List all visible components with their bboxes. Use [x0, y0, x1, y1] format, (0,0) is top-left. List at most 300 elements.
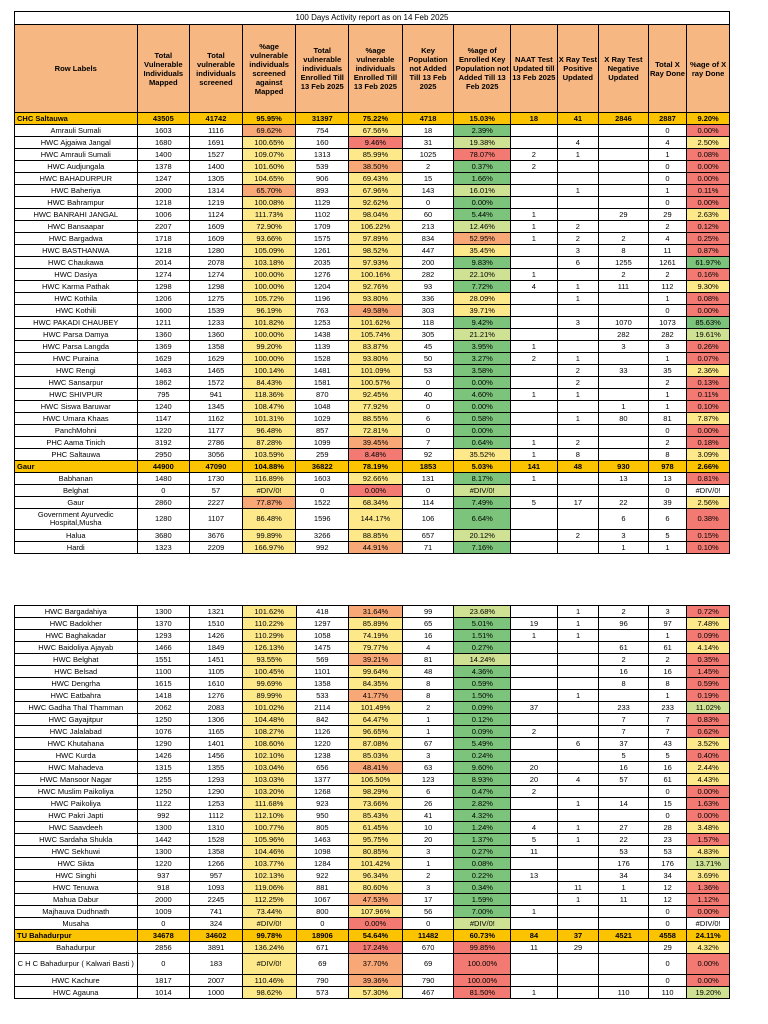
value-cell: 1: [511, 209, 558, 221]
value-cell: [599, 173, 649, 185]
value-cell: 100.77%: [242, 822, 296, 834]
table-row: [15, 185, 730, 197]
value-cell: 1000: [190, 987, 243, 999]
value-cell: 19: [511, 618, 558, 630]
table-row: [15, 798, 730, 810]
value-cell: 103.77%: [242, 858, 296, 870]
table-row: [15, 894, 730, 906]
row-label-cell: HWC Bargadahiya: [15, 606, 138, 618]
value-cell: 1240: [137, 401, 190, 413]
value-cell: 69.62%: [242, 125, 296, 137]
value-cell: 45: [402, 341, 454, 353]
value-cell: 74.19%: [349, 630, 403, 642]
value-cell: 78.19%: [349, 461, 403, 473]
value-cell: 303: [402, 305, 454, 317]
row-label-cell: HWC Belsad: [15, 666, 138, 678]
value-cell: 103.03%: [242, 774, 296, 786]
value-cell: 1268: [296, 786, 349, 798]
value-cell: 67: [402, 738, 454, 750]
value-cell: 3.52%: [687, 738, 730, 750]
value-cell: #DIV/0!: [454, 485, 511, 497]
value-cell: 2: [648, 437, 686, 449]
value-cell: 17: [402, 894, 454, 906]
value-cell: #DIV/0!: [242, 485, 296, 497]
value-cell: 3: [557, 245, 599, 257]
value-cell: 259: [296, 449, 349, 461]
value-cell: 1101: [296, 666, 349, 678]
value-cell: 18906: [296, 930, 349, 942]
value-cell: 39.45%: [349, 437, 403, 449]
value-cell: 741: [190, 906, 243, 918]
value-cell: 2856: [137, 942, 190, 954]
value-cell: 8: [648, 449, 686, 461]
value-cell: 41: [402, 810, 454, 822]
value-cell: 2.63%: [687, 209, 730, 221]
value-cell: 2.82%: [454, 798, 511, 810]
value-cell: 106.22%: [349, 221, 403, 233]
value-cell: [599, 975, 649, 987]
value-cell: 1.45%: [687, 666, 730, 678]
value-cell: 1629: [137, 353, 190, 365]
value-cell: 324: [190, 918, 243, 930]
value-cell: 1297: [296, 618, 349, 630]
value-cell: [511, 317, 558, 329]
table-row: [15, 774, 730, 786]
row-label-cell: HWC Parsa Langda: [15, 341, 138, 353]
value-cell: 13: [511, 870, 558, 882]
value-cell: 4: [511, 281, 558, 293]
table-row: [15, 834, 730, 846]
value-cell: 3: [402, 750, 454, 762]
value-cell: 1629: [190, 353, 243, 365]
table-row: [15, 221, 730, 233]
value-cell: 47.53%: [349, 894, 403, 906]
value-cell: 110: [648, 987, 686, 999]
value-cell: 1475: [296, 642, 349, 654]
value-cell: 0.11%: [687, 389, 730, 401]
value-cell: 4718: [402, 113, 454, 125]
value-cell: 99: [402, 606, 454, 618]
value-cell: 0: [648, 954, 686, 975]
value-cell: 11: [557, 882, 599, 894]
value-cell: 0.00%: [349, 918, 403, 930]
value-cell: [511, 642, 558, 654]
value-cell: 1220: [137, 425, 190, 437]
value-cell: 57: [599, 774, 649, 786]
value-cell: 1: [557, 618, 599, 630]
value-cell: 41: [557, 113, 599, 125]
value-cell: 1: [557, 690, 599, 702]
table-row: [15, 738, 730, 750]
value-cell: 11: [511, 942, 558, 954]
value-cell: 0.10%: [687, 542, 730, 554]
value-cell: 31397: [296, 113, 349, 125]
value-cell: 1284: [296, 858, 349, 870]
value-cell: 33: [599, 365, 649, 377]
value-cell: [557, 846, 599, 858]
value-cell: 1255: [137, 774, 190, 786]
value-cell: 1369: [137, 341, 190, 353]
value-cell: 2: [648, 377, 686, 389]
table-row: [15, 233, 730, 245]
value-cell: 60.73%: [454, 930, 511, 942]
value-cell: 2: [599, 654, 649, 666]
value-cell: 110.29%: [242, 630, 296, 642]
value-cell: 922: [296, 870, 349, 882]
value-cell: [599, 786, 649, 798]
value-cell: [511, 975, 558, 987]
value-cell: 11482: [402, 930, 454, 942]
value-cell: #DIV/0!: [242, 918, 296, 930]
value-cell: 7: [402, 437, 454, 449]
value-cell: 1: [599, 882, 649, 894]
value-cell: 1220: [137, 858, 190, 870]
value-cell: 790: [296, 975, 349, 987]
value-cell: 1709: [296, 221, 349, 233]
value-cell: 1093: [190, 882, 243, 894]
value-cell: 112: [648, 281, 686, 293]
value-cell: 573: [296, 987, 349, 999]
value-cell: 1293: [190, 774, 243, 786]
value-cell: 9.60%: [454, 762, 511, 774]
value-cell: 1.63%: [687, 798, 730, 810]
value-cell: [557, 401, 599, 413]
value-cell: 123: [402, 774, 454, 786]
value-cell: 4: [648, 233, 686, 245]
value-cell: 1029: [296, 413, 349, 425]
value-cell: 98.04%: [349, 209, 403, 221]
value-cell: 0: [402, 197, 454, 209]
value-cell: 19.38%: [454, 137, 511, 149]
value-cell: 1: [511, 269, 558, 281]
value-cell: 85.03%: [349, 750, 403, 762]
value-cell: 0.10%: [687, 401, 730, 413]
value-cell: 2: [557, 377, 599, 389]
value-cell: 0: [648, 173, 686, 185]
value-cell: 0.34%: [454, 882, 511, 894]
value-cell: 6: [557, 738, 599, 750]
value-cell: 834: [402, 233, 454, 245]
value-cell: 1305: [190, 173, 243, 185]
value-cell: [599, 353, 649, 365]
value-cell: 102.10%: [242, 750, 296, 762]
value-cell: 8: [599, 245, 649, 257]
value-cell: 8: [402, 678, 454, 690]
value-cell: 1: [648, 389, 686, 401]
value-cell: 108.47%: [242, 401, 296, 413]
value-cell: [511, 530, 558, 542]
row-label-cell: HWC Mansoor Nagar: [15, 774, 138, 786]
value-cell: 65.70%: [242, 185, 296, 197]
value-cell: 14.24%: [454, 654, 511, 666]
value-cell: 2846: [599, 113, 649, 125]
header-row: [15, 25, 730, 113]
header-pct-key-pop: %age of Enrolled Key Population not Added Till 13 Feb 2025: [454, 25, 511, 113]
value-cell: 2: [402, 702, 454, 714]
row-label-cell: HWC Khutahana: [15, 738, 138, 750]
value-cell: [599, 161, 649, 173]
row-label-cell: HWC Dasiya: [15, 269, 138, 281]
value-cell: 81: [402, 654, 454, 666]
value-cell: 65: [402, 618, 454, 630]
table-row: [15, 281, 730, 293]
value-cell: 2.44%: [687, 762, 730, 774]
value-cell: 8.17%: [454, 473, 511, 485]
value-cell: 37: [599, 738, 649, 750]
value-cell: 1377: [296, 774, 349, 786]
value-cell: 143: [402, 185, 454, 197]
value-cell: 93.66%: [242, 233, 296, 245]
value-cell: 1: [557, 894, 599, 906]
value-cell: 3676: [190, 530, 243, 542]
value-cell: 1310: [190, 822, 243, 834]
value-cell: 1100: [137, 666, 190, 678]
table-row: [15, 197, 730, 209]
row-label-cell: Gaur: [15, 497, 138, 509]
value-cell: 61: [599, 642, 649, 654]
value-cell: 110.22%: [242, 618, 296, 630]
value-cell: 1300: [137, 846, 190, 858]
value-cell: 336: [402, 293, 454, 305]
value-cell: 0.00%: [687, 173, 730, 185]
value-cell: 101.49%: [349, 702, 403, 714]
value-cell: 141: [511, 461, 558, 473]
value-cell: 39: [648, 497, 686, 509]
value-cell: 23: [648, 834, 686, 846]
value-cell: 96.65%: [349, 726, 403, 738]
value-cell: [511, 738, 558, 750]
table-row: [15, 654, 730, 666]
value-cell: 63: [402, 762, 454, 774]
value-cell: 60: [402, 209, 454, 221]
value-cell: [511, 377, 558, 389]
value-cell: 0.26%: [687, 341, 730, 353]
value-cell: 1105: [190, 666, 243, 678]
value-cell: 2062: [137, 702, 190, 714]
value-cell: 1480: [137, 473, 190, 485]
value-cell: 2.56%: [687, 497, 730, 509]
value-cell: 0.27%: [454, 846, 511, 858]
value-cell: 1290: [190, 786, 243, 798]
row-label-cell: Amrauli Sumali: [15, 125, 138, 137]
value-cell: 3056: [190, 449, 243, 461]
value-cell: 4.60%: [454, 389, 511, 401]
value-cell: 0.00%: [687, 810, 730, 822]
table-row: [15, 870, 730, 882]
row-label-cell: HWC Paikoliya: [15, 798, 138, 810]
value-cell: 20: [511, 774, 558, 786]
value-cell: [557, 197, 599, 209]
table-row: [15, 702, 730, 714]
value-cell: 41.77%: [349, 690, 403, 702]
value-cell: [557, 666, 599, 678]
value-cell: 73.44%: [242, 906, 296, 918]
value-cell: 97.93%: [349, 257, 403, 269]
value-cell: 95.95%: [242, 113, 296, 125]
value-cell: 1: [557, 606, 599, 618]
value-cell: 0.13%: [687, 377, 730, 389]
value-cell: 2: [648, 269, 686, 281]
value-cell: 1253: [190, 798, 243, 810]
value-cell: 305: [402, 329, 454, 341]
value-cell: 950: [296, 810, 349, 822]
value-cell: 0.09%: [454, 702, 511, 714]
value-cell: [557, 642, 599, 654]
value-cell: [557, 678, 599, 690]
value-cell: [511, 137, 558, 149]
value-cell: 1358: [190, 846, 243, 858]
row-label-cell: HWC Bansaapar: [15, 221, 138, 233]
value-cell: 27: [599, 822, 649, 834]
value-cell: 1102: [296, 209, 349, 221]
value-cell: 0: [648, 906, 686, 918]
value-cell: 39.71%: [454, 305, 511, 317]
table-row: [15, 906, 730, 918]
report-table-top: [14, 11, 730, 554]
row-label-cell: HWC BANRAHI JANGAL: [15, 209, 138, 221]
value-cell: 0: [137, 954, 190, 975]
value-cell: 7.72%: [454, 281, 511, 293]
value-cell: 39.21%: [349, 654, 403, 666]
row-label-cell: HWC Kothili: [15, 305, 138, 317]
value-cell: 7.00%: [454, 906, 511, 918]
value-cell: 1306: [190, 714, 243, 726]
group-total-row: [15, 930, 730, 942]
value-cell: 1: [557, 389, 599, 401]
value-cell: 3192: [137, 437, 190, 449]
value-cell: 0: [648, 161, 686, 173]
value-cell: 5: [599, 750, 649, 762]
row-label-cell: HWC Eatbahra: [15, 690, 138, 702]
value-cell: 1: [402, 714, 454, 726]
value-cell: 1: [648, 353, 686, 365]
row-label-cell: HWC Baheriya: [15, 185, 138, 197]
value-cell: 0.27%: [454, 642, 511, 654]
value-cell: [557, 918, 599, 930]
value-cell: 84.35%: [349, 678, 403, 690]
value-cell: 1275: [190, 293, 243, 305]
value-cell: 40: [402, 389, 454, 401]
value-cell: 0.00%: [349, 485, 403, 497]
header-xray-positive: X Ray Test Positive Updated: [557, 25, 599, 113]
value-cell: 1: [557, 281, 599, 293]
value-cell: #DIV/0!: [687, 485, 730, 497]
value-cell: 4.43%: [687, 774, 730, 786]
value-cell: 0.00%: [687, 906, 730, 918]
value-cell: 100.57%: [349, 377, 403, 389]
value-cell: 1: [648, 401, 686, 413]
row-label-cell: HWC Baidoliya Ajayab: [15, 642, 138, 654]
row-label-cell: HWC Bargadwa: [15, 233, 138, 245]
value-cell: 22: [599, 834, 649, 846]
value-cell: 96.19%: [242, 305, 296, 317]
value-cell: 97: [648, 618, 686, 630]
value-cell: 0.08%: [454, 858, 511, 870]
value-cell: 12.46%: [454, 221, 511, 233]
value-cell: 1: [402, 858, 454, 870]
row-label-cell: HWC SHIVPUR: [15, 389, 138, 401]
value-cell: 34: [648, 870, 686, 882]
value-cell: 200: [402, 257, 454, 269]
row-label-cell: HWC Audjungala: [15, 161, 138, 173]
value-cell: 112.10%: [242, 810, 296, 822]
value-cell: 83.87%: [349, 341, 403, 353]
row-label-cell: HWC Umara Khaas: [15, 413, 138, 425]
row-label-cell: HWC Gayajitpur: [15, 714, 138, 726]
value-cell: [511, 485, 558, 497]
value-cell: 43: [648, 738, 686, 750]
value-cell: 1014: [137, 987, 190, 999]
value-cell: 16: [599, 666, 649, 678]
value-cell: 96.48%: [242, 425, 296, 437]
header-naat: NAAT Test Updated till 13 Feb 2025: [511, 25, 558, 113]
value-cell: 763: [296, 305, 349, 317]
value-cell: 1048: [296, 401, 349, 413]
value-cell: 0.00%: [454, 197, 511, 209]
value-cell: 104.46%: [242, 846, 296, 858]
value-cell: [511, 858, 558, 870]
value-cell: 2: [511, 726, 558, 738]
value-cell: 1: [557, 353, 599, 365]
value-cell: 79.77%: [349, 642, 403, 654]
value-cell: 1.12%: [687, 894, 730, 906]
value-cell: 671: [296, 942, 349, 954]
value-cell: [511, 714, 558, 726]
value-cell: 4.83%: [687, 846, 730, 858]
row-label-cell: HWC Dengrha: [15, 678, 138, 690]
value-cell: [557, 209, 599, 221]
value-cell: 98.52%: [349, 245, 403, 257]
value-cell: 7: [599, 714, 649, 726]
value-cell: 0: [648, 197, 686, 209]
group-total-row: [15, 113, 730, 125]
value-cell: 3: [648, 606, 686, 618]
value-cell: 2083: [190, 702, 243, 714]
value-cell: 3.58%: [454, 365, 511, 377]
value-cell: 1162: [190, 413, 243, 425]
row-label-cell: CHC Saltauwa: [15, 113, 138, 125]
value-cell: 1596: [296, 509, 349, 530]
value-cell: 166.97%: [242, 542, 296, 554]
value-cell: 6.64%: [454, 509, 511, 530]
value-cell: [557, 305, 599, 317]
value-cell: 43505: [137, 113, 190, 125]
value-cell: 100.00%: [454, 975, 511, 987]
table-row: [15, 485, 730, 497]
value-cell: 1: [648, 293, 686, 305]
value-cell: 1: [599, 542, 649, 554]
value-cell: 0.00%: [687, 425, 730, 437]
table-row: [15, 497, 730, 509]
value-cell: 1442: [137, 834, 190, 846]
row-label-cell: Bahadurpur: [15, 942, 138, 954]
value-cell: 31.64%: [349, 606, 403, 618]
value-cell: 14: [599, 798, 649, 810]
value-cell: 96.34%: [349, 870, 403, 882]
value-cell: 5: [511, 834, 558, 846]
value-cell: 1070: [599, 317, 649, 329]
row-label-cell: HWC Singhi: [15, 870, 138, 882]
value-cell: 20: [402, 834, 454, 846]
value-cell: 118.36%: [242, 389, 296, 401]
value-cell: 99.69%: [242, 678, 296, 690]
value-cell: 3: [402, 846, 454, 858]
value-cell: 1124: [190, 209, 243, 221]
value-cell: 1196: [296, 293, 349, 305]
header-total-xray: Total X Ray Done: [648, 25, 686, 113]
value-cell: 100.14%: [242, 365, 296, 377]
value-cell: 34: [599, 870, 649, 882]
